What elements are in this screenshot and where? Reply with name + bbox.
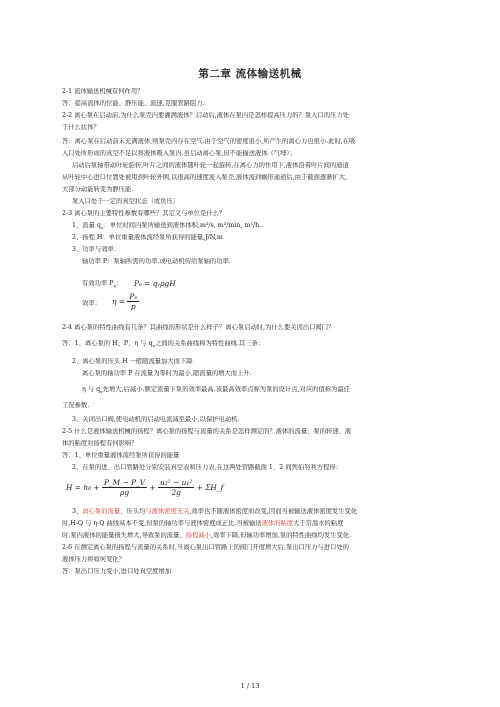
a-2-4-line2: 2、离心泵的压头 H 一般随流量加大而下降	[72, 358, 193, 365]
page-number: 1 / 13	[240, 682, 260, 690]
efficiency-equation: η = $\frac{\text{Pₑ}}{p}$	[112, 292, 138, 311]
a-2-3-power: 3、功率与效率：	[72, 246, 121, 253]
a-2-5-line2: 2、在泵的进、出口管路处分别安装真空表和压力表,在这两处管路截面 1、2 间列伯努利方程得：	[72, 464, 342, 471]
q-2-5-line2: 体的粘度对扬程有何影响？	[62, 440, 138, 447]
a-2-2-line4: 从叶轮中心进口位置处被甩到叶轮外围,以很高的速度流入泵壳,液体流到蜗形通道后,由于截面逐渐扩大,	[62, 174, 348, 181]
q-2-2-line2: 于什么状体？	[62, 124, 100, 131]
bernoulli-equation: H = h₀ + $\frac{P\_M - P\_V}{\rho g}$ + $\frac{\text{u₂² − u₁²}}{2g}$ + ΣH_f	[66, 478, 224, 497]
q-2-5-line1: 2-5 什么是液体输送机械的扬程？离心泵的扬程与流量的关系是怎样测定的？液体的流量、泵的转速、液	[62, 428, 352, 435]
a-2-5-line4: 时,H-Q 与 η-Q 曲线基本不变,但泵的轴功率与液体密度成正比.当被输送液体的粘度大于常温水的粘度	[62, 520, 344, 527]
a-2-2-line2: 入口处所形成的真空不足以将液体吸入泵内.虽启动离心泵,但不能输送液体（气缚）；	[62, 150, 296, 157]
efficiency-label: 效率：	[82, 300, 101, 307]
q-2-3: 2-3 离心泵的主要特性参数有哪些？其定义与单位是什么？	[62, 210, 226, 217]
a-2-2-line3: 启动后泵轴带动叶轮旋转,叶片之间的液体随叶轮一起旋转,在离心力的作用下,液体沿着叶片间的通道	[72, 162, 349, 169]
q-2-2-line1: 2-2 离心泵在启动前,为什么泵壳内要灌满液体？启动后,液体在泵内是怎样提高压力的？泵入口的压力处	[62, 112, 349, 119]
a-2-4-line5: 工况参数.	[62, 402, 90, 409]
a-2-4-line1: 答：1、离心泵的 H、P、η 与 $q_v$之间的关系曲线称为特性曲线.其三条：	[62, 340, 265, 350]
a-2-4-line3: 离心泵的轴功率 P 在流量为零时为最小,随流量的增大而上升.	[82, 370, 252, 377]
a-2-3-flow: 1、流量 $q_v$：单位时间内泵所输送到液体体积,m³/s, m³/min, m³/h..	[72, 222, 264, 232]
a-2-1: 答：提高流体的位能、静压能、流速,克服管路阻力.	[62, 100, 205, 107]
a-2-4-line6: 3、关闭出口阀,使电动机的启动电流减至最小,以保护电动机.	[72, 416, 240, 423]
a-2-5-line1: 答：1、单位重量液体流经泵所获得的能量	[62, 452, 180, 459]
q-2-4: 2-4 离心泵的特性曲线有几条？其曲线的形状是什么样子？离心泵启动时,为什么要关闭出口阀门？	[62, 324, 335, 331]
q-2-6-line1: 2-6 在测定离心泵的扬程与流量的关系时,当离心泵出口管路上的阀门开度增大后,泵出口压力与进口处的	[62, 544, 349, 551]
a-2-2-line1: 答：离心泵在启动前未充满液体,则泵壳内存在空气.由于空气的密度很小,所产生的离心力也很小.此时,在吸	[62, 138, 356, 145]
a-2-3-shaft-power: 轴功率 P：泵轴所需的功率.或电动机传给泵轴的功率.	[82, 258, 231, 265]
q-2-6-line2: 液体压力将如何变化？	[62, 556, 125, 563]
a-2-5-line5: 时,泵内液体的能量损失增大,导致泵的流量、扬程减小,效率下降,但轴功率增加,泵的特性曲线均发生变化.	[62, 532, 352, 539]
a-2-3-head: 2、扬程 H：单位重量液体流经泵所获得的能量,J/N,m	[72, 234, 223, 241]
a-2-5-line3: 3、离心泵的流量、压头均与液体密度无关,效率也不随液体密度而改变,因而当被输送液体密度发生变化	[72, 508, 358, 515]
chapter-title: 第二章 流体输送机械	[198, 68, 302, 80]
a-2-2-line5: 大部分动能转变为静压能.	[62, 186, 134, 193]
a-2-2-line6: 泵入口处于一定的真空状态〔或负压〕	[72, 198, 180, 205]
a-2-6: 答：泵出口压力变小,进口处真空度增加	[62, 568, 172, 575]
effective-power-label: 有效功率 $P_e$：	[82, 280, 123, 290]
q-2-1: 2-1 流体输送机械有何作用？	[62, 88, 144, 95]
a-2-4-line4: η 与 $q_v$先增大,后减小.额定流量下泵的效率最高.该最高效率点称为泵的设计点,对应的值称为最佳	[82, 386, 350, 396]
effective-power-equation: Pₑ = qᵥρgH	[134, 279, 176, 288]
